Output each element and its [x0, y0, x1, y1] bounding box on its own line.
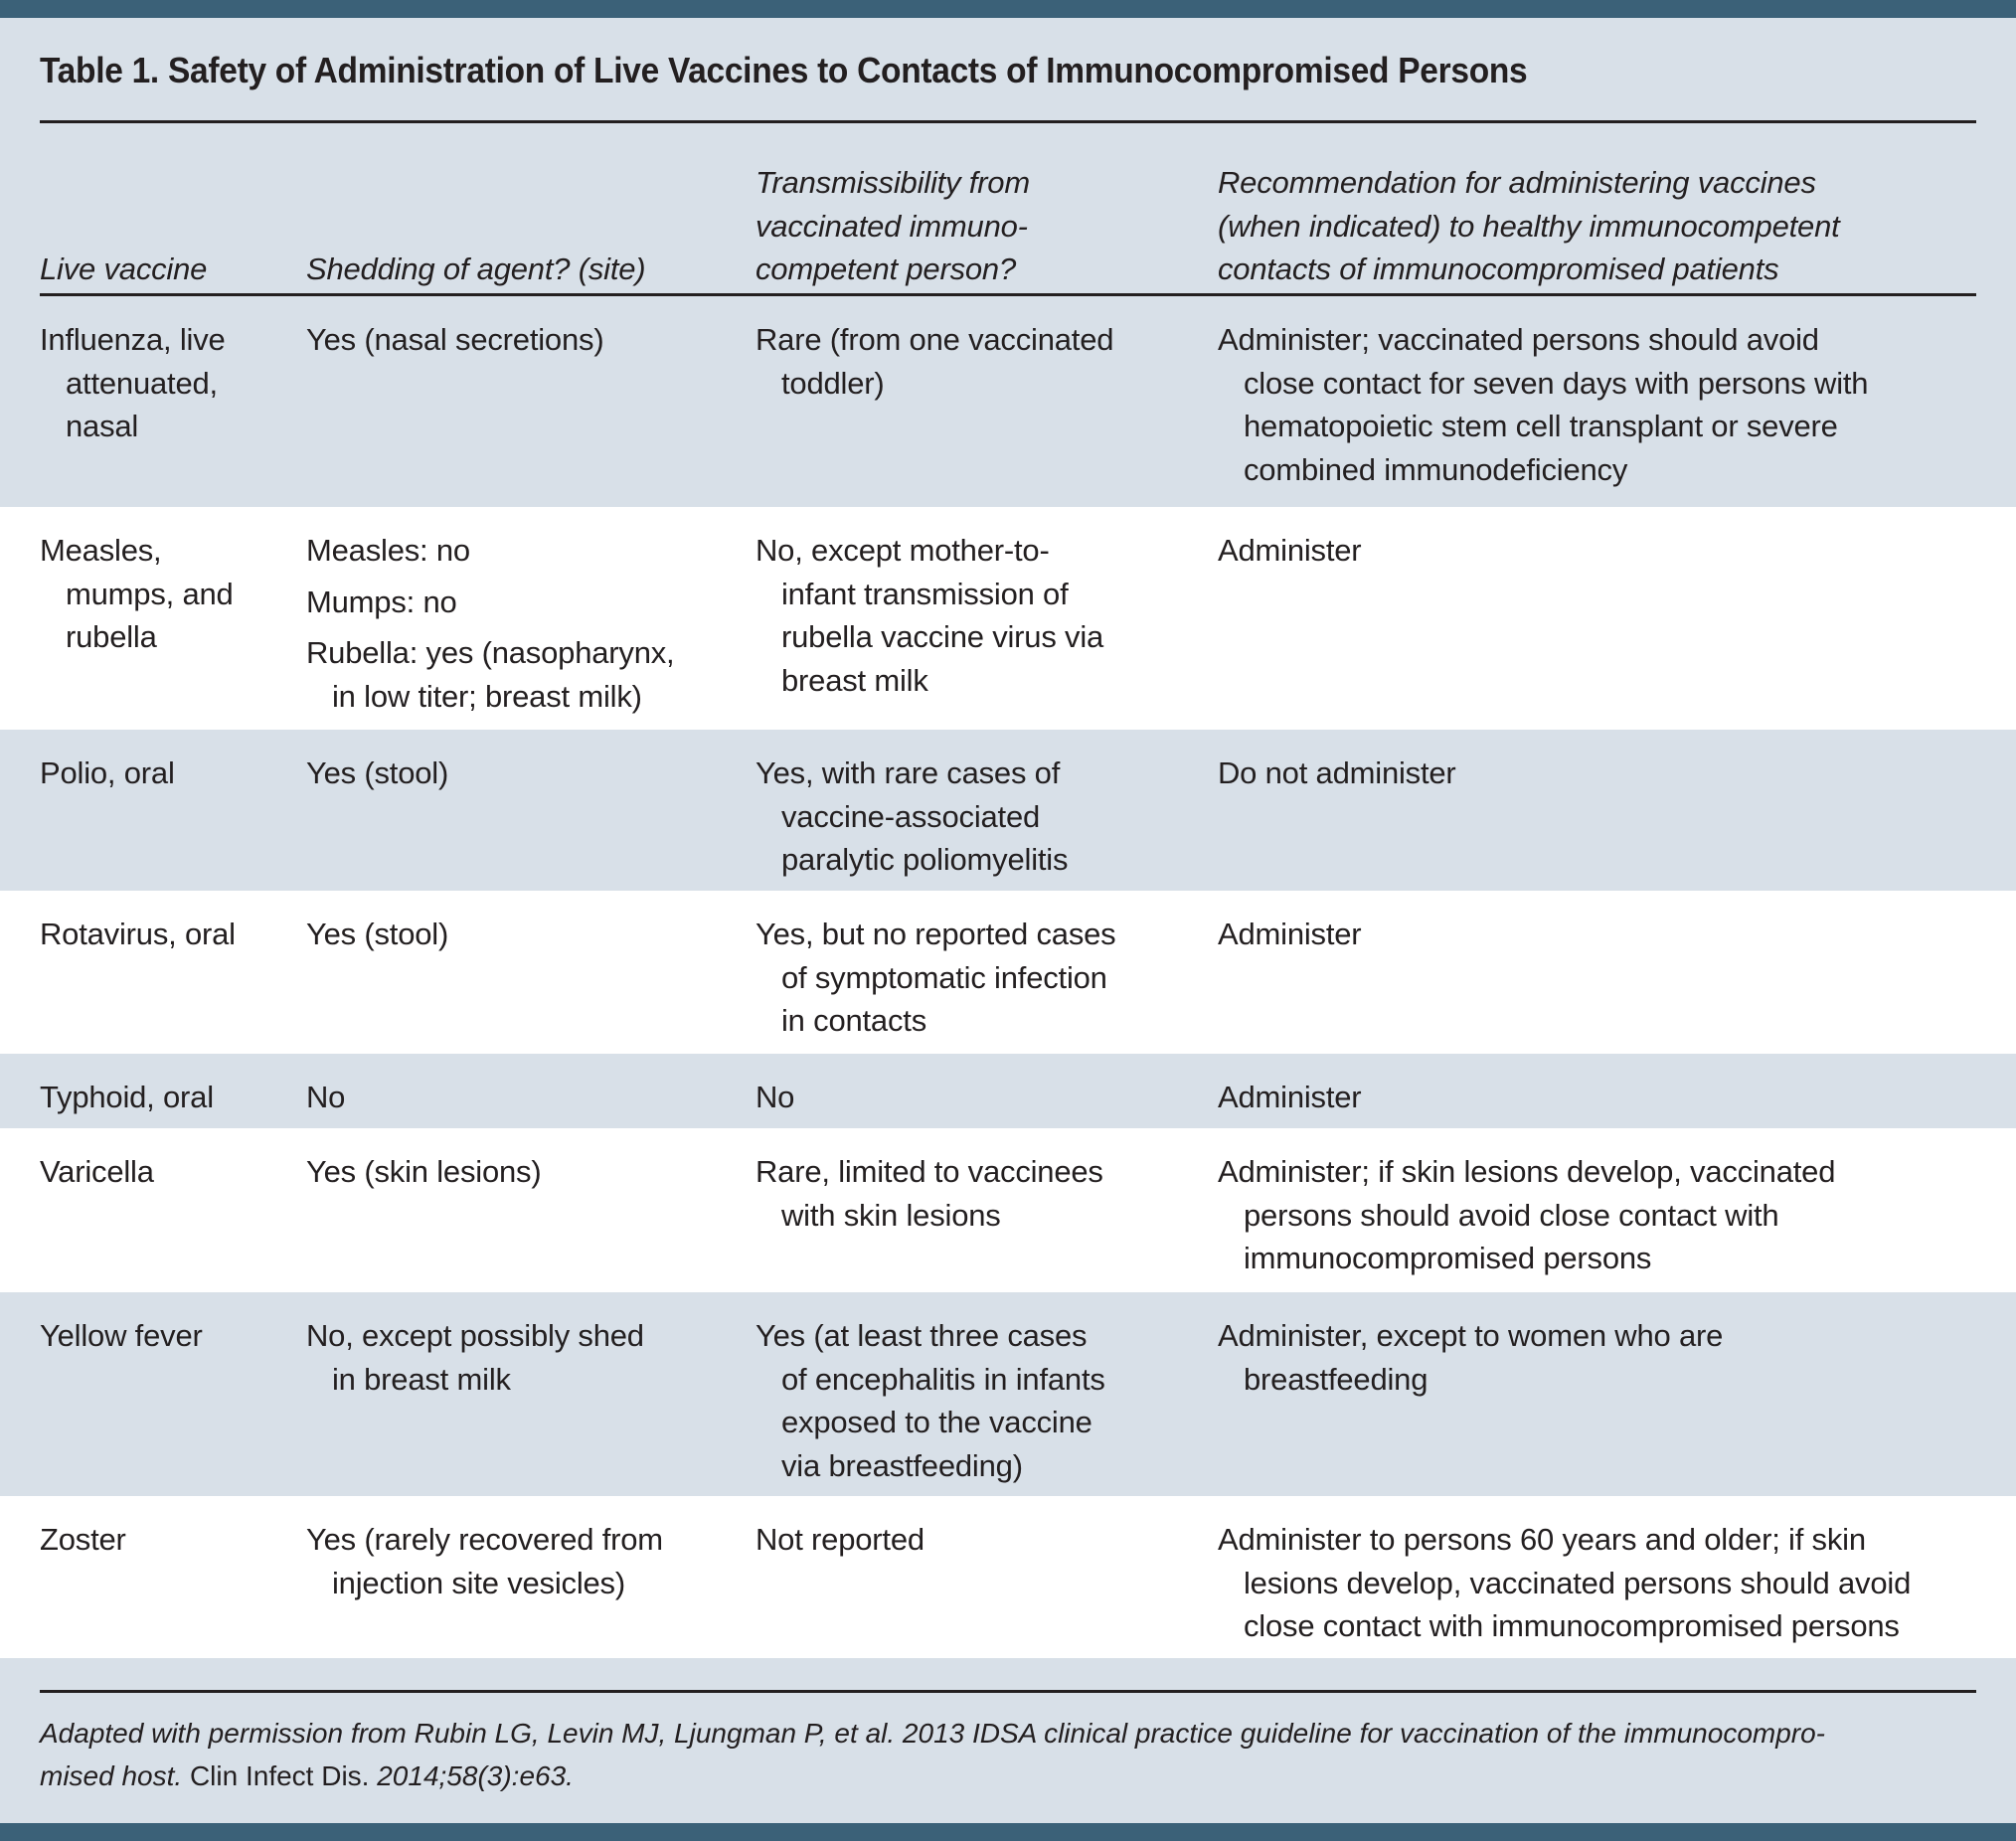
- shedding-entry: [306, 752, 744, 795]
- cell-recommendation: [1218, 1076, 1983, 1119]
- cell-transmissibility: [756, 1314, 1193, 1487]
- cell-line: immunocompromised persons: [1244, 1241, 1652, 1275]
- cell-line: Yes (nasal secretions): [306, 322, 604, 357]
- cell-line: Administer to persons 60 years and older; if skin: [1218, 1522, 1866, 1557]
- cell-line: Administer: [1218, 533, 1362, 568]
- header-line: Recommendation for administering vaccines: [1218, 165, 1816, 200]
- cell-recommendation: [1218, 752, 1983, 795]
- cell-line: Yes (stool): [306, 917, 449, 951]
- cell-line: injection site vesicles): [332, 1565, 625, 1600]
- footnote: [40, 1712, 1988, 1797]
- cell-transmissibility: [756, 913, 1193, 1043]
- cell-line: of encephalitis in infants: [781, 1361, 1105, 1397]
- cell-line: Polio, oral: [40, 755, 175, 790]
- shedding-entry: [306, 529, 744, 573]
- cell-line: close contact for seven days with persons with: [1244, 365, 1869, 401]
- cell-transmissibility: [756, 1150, 1193, 1237]
- footnote-line-1: Adapted with permission from Rubin LG, Levin MJ, Ljungman P, et al. 2013 IDSA clinical practice guideline for vaccination of the immunocompro-: [40, 1718, 1826, 1749]
- cell-vaccine: [40, 529, 288, 659]
- cell-vaccine: [40, 1150, 288, 1194]
- cell-vaccine: [40, 1314, 288, 1358]
- cell-line: Administer; vaccinated persons should avoid: [1218, 322, 1819, 357]
- shedding-entry: [306, 913, 744, 956]
- cell-line: Rubella: yes (nasopharynx,: [306, 635, 675, 670]
- top-accent-bar: [0, 0, 2016, 18]
- cell-shedding: [306, 1518, 744, 1612]
- cell-line: infant transmission of: [781, 576, 1069, 611]
- cell-line: Yes (at least three cases: [756, 1318, 1088, 1353]
- table-row: [0, 891, 2016, 1054]
- cell-shedding: [306, 752, 744, 803]
- cell-line: Mumps: no: [306, 584, 457, 619]
- footnote-line-2: [40, 1755, 1988, 1797]
- bottom-accent-bar: [0, 1823, 2016, 1841]
- table-row: [0, 1128, 2016, 1292]
- cell-line: toddler): [781, 365, 885, 401]
- cell-line: No, except mother-to-: [756, 533, 1050, 568]
- cell-line: in breast milk: [332, 1361, 511, 1397]
- cell-line: in low titer; breast milk): [332, 678, 642, 714]
- shedding-entry: [306, 1076, 744, 1119]
- cell-line: Administer; if skin lesions develop, vaccinated: [1218, 1154, 1836, 1189]
- cell-transmissibility: [756, 1076, 1193, 1119]
- cell-line: Yes (rarely recovered from: [306, 1522, 663, 1557]
- header-line: contacts of immunocompromised patients: [1218, 251, 1779, 286]
- cell-line: Influenza, live: [40, 322, 226, 357]
- cell-line: No: [306, 1080, 346, 1114]
- cell-line: with skin lesions: [781, 1197, 1001, 1233]
- cell-transmissibility: [756, 1518, 1193, 1562]
- header-line: Shedding of agent? (site): [306, 251, 646, 286]
- cell-line: Not reported: [756, 1522, 924, 1557]
- cell-line: vaccine-associated: [781, 798, 1041, 834]
- cell-line: Yellow fever: [40, 1318, 203, 1353]
- cell-shedding: [306, 529, 744, 726]
- header-line: Transmissibility from: [756, 165, 1030, 200]
- cell-transmissibility: [756, 752, 1193, 882]
- table-row: [0, 730, 2016, 891]
- shedding-entry: [306, 1518, 744, 1604]
- cell-shedding: [306, 318, 744, 370]
- cell-line: breastfeeding: [1244, 1361, 1428, 1397]
- cell-line: Yes, but no reported cases: [756, 917, 1116, 951]
- shedding-entry: [306, 1150, 744, 1194]
- cell-line: Measles,: [40, 533, 162, 568]
- footnote-host: mised host.: [40, 1760, 183, 1791]
- table-row: [0, 296, 2016, 507]
- cell-vaccine: [40, 1076, 288, 1119]
- shedding-entry: [306, 581, 744, 624]
- cell-shedding: [306, 1314, 744, 1409]
- cell-vaccine: [40, 913, 288, 956]
- cell-line: of symptomatic infection: [781, 959, 1107, 995]
- cell-line: rubella: [66, 619, 157, 654]
- cell-line: in contacts: [781, 1003, 926, 1038]
- cell-line: Measles: no: [306, 533, 470, 568]
- cell-line: Zoster: [40, 1522, 126, 1557]
- cell-line: paralytic poliomyelitis: [781, 842, 1069, 877]
- cell-line: close contact with immunocompromised persons: [1244, 1608, 1900, 1643]
- table-row: [0, 507, 2016, 730]
- cell-line: Administer: [1218, 917, 1362, 951]
- cell-line: combined immunodeficiency: [1244, 451, 1628, 487]
- table-row: [0, 1054, 2016, 1128]
- cell-recommendation: [1218, 1150, 1983, 1280]
- cell-line: Administer: [1218, 1080, 1362, 1114]
- table-row: [0, 1496, 2016, 1658]
- shedding-entry: [306, 318, 744, 362]
- vaccine-table-body: [0, 296, 2016, 1658]
- cell-line: exposed to the vaccine: [781, 1405, 1092, 1439]
- title-rule: [40, 120, 1976, 123]
- cell-line: hematopoietic stem cell transplant or severe: [1244, 409, 1838, 443]
- shedding-entry: [306, 1314, 744, 1401]
- cell-line: Rotavirus, oral: [40, 917, 236, 951]
- shedding-entry: [306, 631, 744, 718]
- cell-line: No: [756, 1080, 795, 1114]
- cell-recommendation: [1218, 1518, 1983, 1648]
- table-row: [0, 1292, 2016, 1496]
- cell-line: attenuated,: [66, 365, 218, 401]
- cell-line: Administer, except to women who are: [1218, 1318, 1724, 1353]
- cell-line: Yes, with rare cases of: [756, 755, 1061, 790]
- header-line: vaccinated immuno-: [756, 208, 1028, 244]
- cell-line: nasal: [66, 409, 139, 443]
- table-title: Table 1. Safety of Administration of Live Vaccines to Contacts of Immunocompromised Persons: [40, 50, 1528, 90]
- cell-line: Yes (stool): [306, 755, 449, 790]
- cell-recommendation: [1218, 1314, 1983, 1401]
- cell-line: via breastfeeding): [781, 1447, 1023, 1483]
- cell-shedding: [306, 1076, 744, 1127]
- cell-line: Rare, limited to vaccinees: [756, 1154, 1103, 1189]
- cell-line: Typhoid, oral: [40, 1080, 214, 1114]
- cell-transmissibility: [756, 318, 1193, 405]
- cell-shedding: [306, 913, 744, 964]
- cell-recommendation: [1218, 318, 1983, 491]
- cell-line: rubella vaccine virus via: [781, 619, 1104, 654]
- cell-vaccine: [40, 318, 288, 448]
- cell-line: Varicella: [40, 1154, 154, 1189]
- cell-line: persons should avoid close contact with: [1244, 1197, 1779, 1233]
- cell-recommendation: [1218, 913, 1983, 956]
- footer-rule: [40, 1690, 1976, 1693]
- cell-vaccine: [40, 752, 288, 795]
- cell-recommendation: [1218, 529, 1983, 573]
- cell-shedding: [306, 1150, 744, 1202]
- header-line: (when indicated) to healthy immunocompetent: [1218, 208, 1840, 244]
- header-line: competent person?: [756, 251, 1016, 286]
- cell-line: No, except possibly shed: [306, 1318, 644, 1353]
- cell-line: lesions develop, vaccinated persons should avoid: [1244, 1565, 1912, 1600]
- cell-line: Rare (from one vaccinated: [756, 322, 1114, 357]
- cell-line: Do not administer: [1218, 755, 1456, 790]
- cell-line: mumps, and: [66, 576, 234, 611]
- cell-line: breast milk: [781, 662, 928, 698]
- cell-transmissibility: [756, 529, 1193, 702]
- footnote-journal: Clin Infect Dis.: [189, 1760, 370, 1791]
- cell-vaccine: [40, 1518, 288, 1562]
- header-live-vaccine: [40, 248, 288, 291]
- footnote-citation: 2014;58(3):e63.: [377, 1760, 574, 1791]
- cell-line: Yes (skin lesions): [306, 1154, 542, 1189]
- header-line: Live vaccine: [40, 251, 208, 286]
